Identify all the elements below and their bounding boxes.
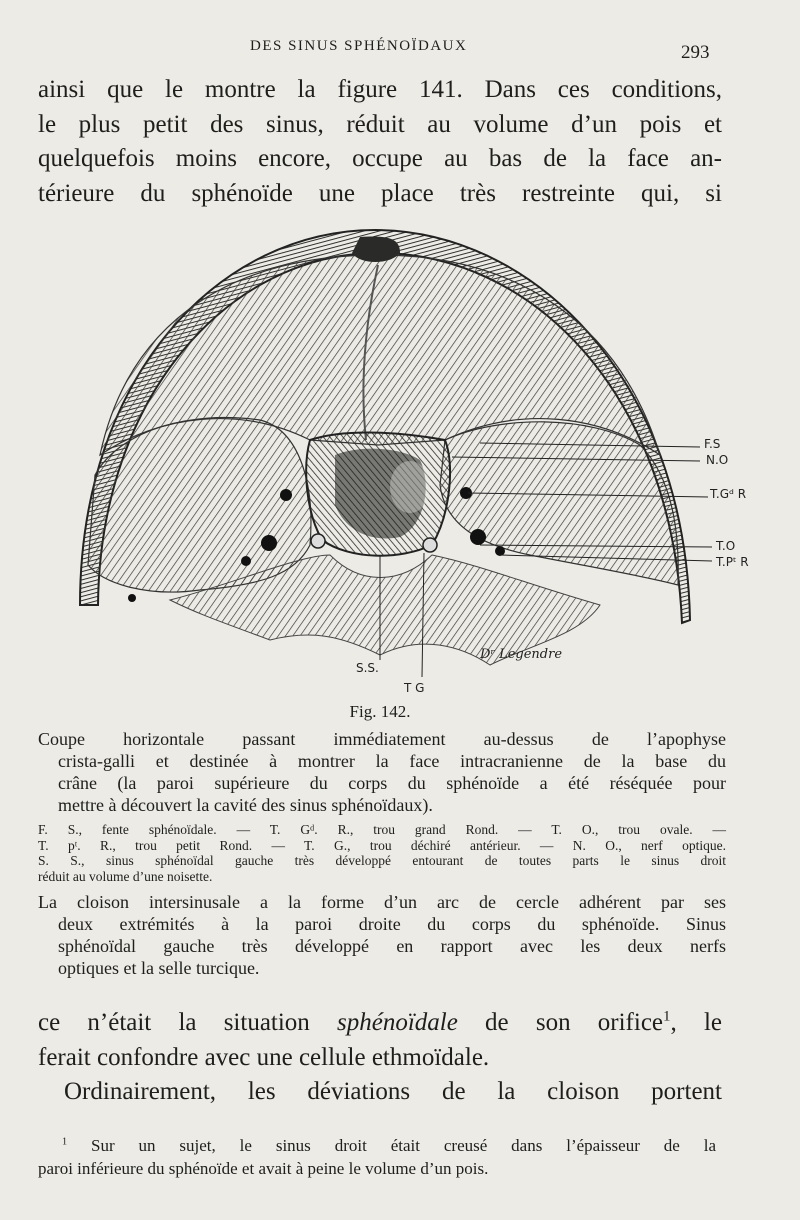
caption-line: crista-galli et destinée à montrer la face intracranienne de la base du (58, 751, 726, 771)
caption-line: Coupe horizontale passant immédiatement au-dessus de l’apophyse (38, 729, 726, 749)
label-sinus-sphenoidal: S.S. (356, 661, 379, 675)
label-nerf-optique: N.O (706, 453, 729, 467)
text-line: le plus petit des sinus, réduit au volume d’un pois et (38, 110, 722, 138)
caption-line: sphénoïdal gauche très développé en rapport avec les deux nerfs (58, 936, 726, 956)
text-fragment: de son orifice (457, 1009, 664, 1036)
text-line: térieure du sphénoïde une place très restreinte qui, si (38, 179, 722, 207)
caption-line: La cloison intersinusale a la forme d’un arc de cercle adhérent par ses (38, 892, 726, 912)
text-fragment: , le (670, 1009, 723, 1036)
footnote-reference: 1 (663, 1008, 671, 1025)
text-line: ainsi que le montre la figure 141. Dans ces conditions, (38, 76, 722, 103)
anatomical-figure (60, 225, 770, 700)
caption-line: optiques et la selle turcique. (58, 958, 260, 978)
label-trou-ovale: T.O (716, 539, 736, 553)
text-line: ferait confondre avec une cellule ethmoïdale. (38, 1043, 490, 1071)
running-title: DES SINUS SPHÉNOÏDAUX (250, 38, 468, 54)
figure-legend (38, 822, 726, 884)
figure-caption (38, 728, 726, 816)
label-trou-dechire: T G (404, 681, 425, 695)
italic-term: sphénoïdale (337, 1009, 458, 1036)
figure-number: Fig. 142. (349, 702, 411, 721)
footnote (38, 1134, 716, 1180)
cloison-paragraph (38, 891, 726, 979)
footnote-line: paroi inférieure du sphénoïde et avait à peine le volume d’un pois. (38, 1159, 489, 1178)
caption-line: mettre à découvert la cavité des sinus sphénoïdaux). (58, 795, 433, 815)
main-text-continued (38, 1006, 722, 1110)
label-trou-grand-rond: T.Gᵈ R (710, 487, 747, 501)
text-line (38, 1006, 722, 1041)
page-number: 293 (681, 42, 710, 63)
running-header (0, 36, 800, 66)
legend-line: F. S., fente sphénoïdale. — T. Gᵈ. R., trou grand Rond. — T. O., trou ovale. — (38, 822, 726, 837)
artist-signature: Dʳ Legendre (480, 647, 563, 662)
label-fente-sphenoidale: F.S (704, 437, 721, 451)
text-fragment: ce n’était la situation (38, 1009, 338, 1036)
legend-line: T. pᵗ. R., trou petit Rond. — T. G., trou déchiré antérieur. — N. O., nerf optique. (38, 837, 726, 853)
label-trou-petit-rond: T.Pᵗ R (716, 555, 749, 569)
intro-paragraph (38, 73, 722, 211)
text-fragment: Sur un sujet, le sinus droit était creusé dans l’épaisseur de la (67, 1136, 716, 1155)
text-line: quelquefois moins encore, occupe au bas de la face an- (38, 145, 722, 172)
caption-line: crâne (la paroi supérieure du corps du sphénoïde a été réséquée pour (58, 773, 726, 793)
text-line: Ordinairement, les déviations de la cloison portent (64, 1078, 722, 1105)
skull-base-illustration (60, 225, 770, 700)
footnote-line (38, 1134, 716, 1157)
legend-line: réduit au volume d’une noisette. (38, 868, 213, 884)
footnote-marker: 1 (62, 1136, 68, 1148)
caption-line: deux extrémités à la paroi droite du corps du sphénoïde. Sinus (58, 914, 726, 934)
legend-line: S. S., sinus sphénoïdal gauche très développé entourant de toutes parts le sinus droit (38, 853, 726, 868)
